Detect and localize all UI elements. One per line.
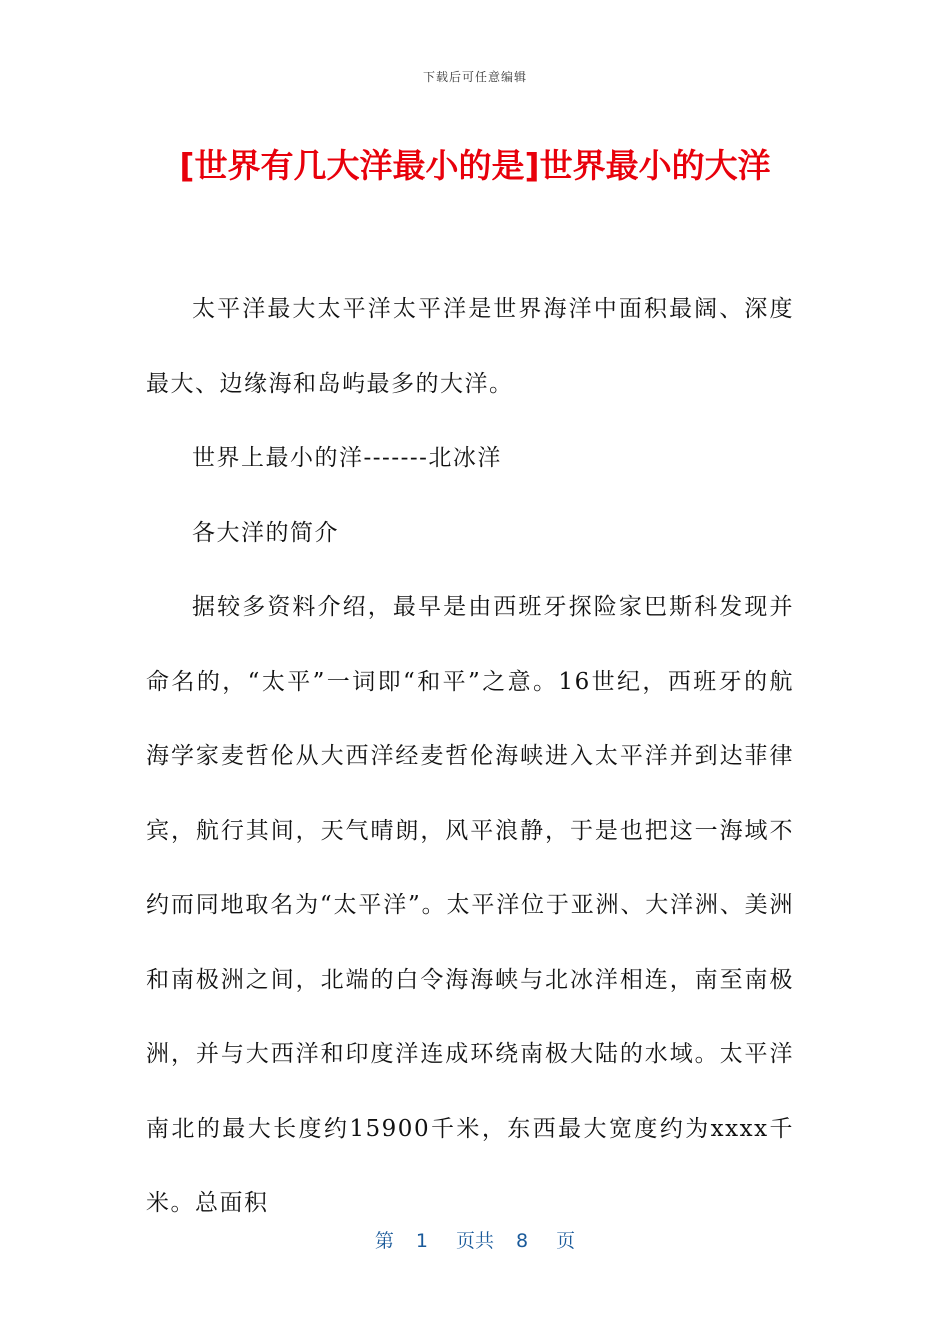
footer-page-middle: 页共 (455, 1230, 494, 1252)
document-title: [世界有几大洋最小的是]世界最小的大洋 (179, 146, 771, 185)
footer-page-total: 8 (516, 1230, 529, 1252)
document-body (146, 272, 794, 1241)
paragraph: 太平洋最大太平洋太平洋是世界海洋中面积最阔、深度最大、边缘海和岛屿最多的大洋。 (146, 296, 794, 397)
paragraph: 各大洋的简介 (192, 519, 339, 546)
paragraph: 世界上最小的洋-------北冰洋 (192, 445, 502, 471)
footer-page-number: 1 (415, 1230, 428, 1252)
paragraph: 据较多资料介绍，最早是由西班牙探险家巴斯科发现并命名的，“太平”一词即“和平”之意。16世纪，西班牙的航海学家麦哲伦从大西洋经麦哲伦海峡进入太平洋并到达菲律宾，航行其间，天气晴朗，风平浪静，于是也把这一海域不约而同地取名为“太平洋”。太平洋位于亚洲、大洋洲、美洲和南极洲之间，北端的白令海海峡与北冰洋相连，南至南极洲，并与大西洋和印度洋连成环绕南极大陆的水域。太平洋南北的最大长度约15900千米，东西最大宽度约为xxxx千米。总面积 (146, 594, 794, 1216)
header-note: 下载后可任意编辑 (422, 70, 527, 84)
footer-page-prefix: 第 (374, 1230, 394, 1252)
page-footer (0, 1226, 950, 1253)
footer-page-suffix: 页 (556, 1230, 576, 1252)
